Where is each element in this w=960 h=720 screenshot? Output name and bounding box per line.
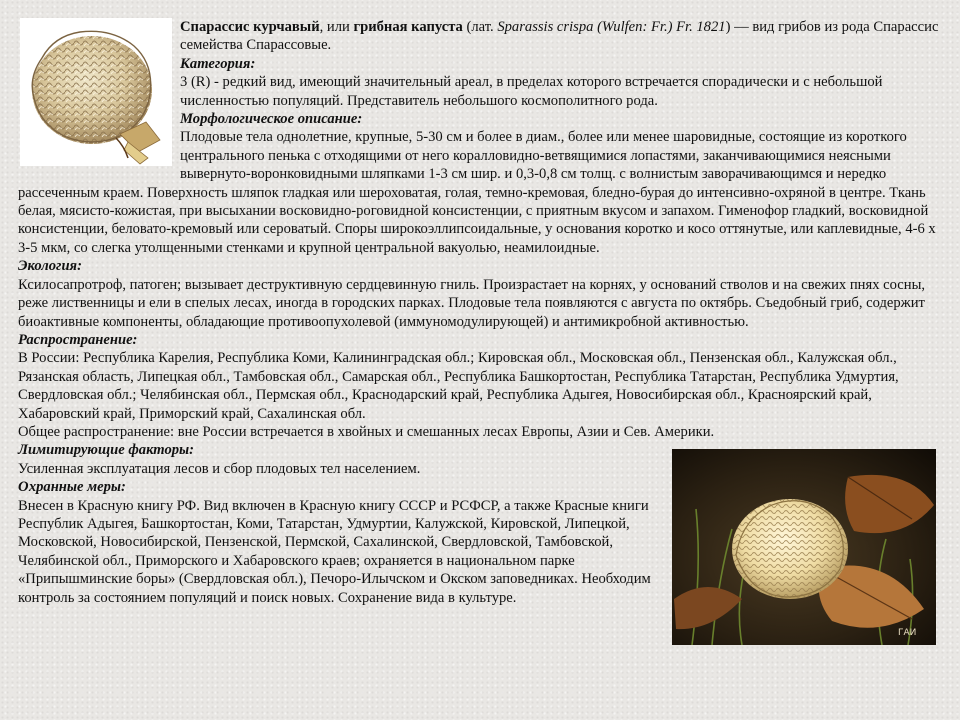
- mushroom-illustration: [20, 18, 172, 166]
- section-text-category: 3 (R) - редкий вид, имеющий значительный ареал, в пределах которого встречается спорадически и с небольшой численностью популяций. Представитель небольшого космополитного рода.: [180, 74, 883, 109]
- species-name: Спарассис курчавый: [180, 19, 320, 35]
- title-description: ) — вид грибов из рода Спарассис семейства Спарассовые.: [180, 19, 939, 54]
- section-text-distribution-general: Общее распространение: вне России встречается в хвойных и смешанных лесах Европы, Азии и Сев. Америки.: [18, 423, 715, 440]
- section-text-ecology: Ксилосапротроф, патоген; вызывает деструктивную сердцевинную гниль. Произрастает на корнях, у оснований стволов и на свежих пнях сосны, реже лиственницы и ели в спелых лесах, иногда в городских парках. Плодовые тела появляются с августа по октябрь. Съедобный гриб, содержит биоактивные компоненты, обладающие противоопухолевой (иммуномодулирующей) и антимикробной активностью.: [18, 276, 926, 330]
- section-heading-distribution: Распространение:: [18, 331, 138, 348]
- photo-signature: ГАИ: [898, 628, 917, 639]
- species-alt-name: грибная капуста: [353, 19, 463, 35]
- section-heading-protection: Охранные меры:: [18, 479, 126, 496]
- section-heading-limiting-factors: Лимитирующие факторы:: [18, 442, 195, 459]
- forest-mushroom-photo-icon: [672, 449, 936, 645]
- section-text-morphology: Плодовые тела однолетние, крупные, 5-30 см и более в диам., более или менее шаровидные, состоящие из короткого центрального пенька с отходящими от него коралловидно-ветвящимися лопастями, заканчивающимися неясными вывернуто-воронковидными шляпками 1-3 см шир. и 0,3-0,8 см толщ. с волнистым заворачивающимся и нередко рассеченным краем. Поверхность шляпок гладкая или шероховатая, голая, темно-кремовая, бледно-бурая до интенсивно-охряной в центре. Ткань белая, мясисто-кожистая, при высыхании восковидно-роговидной консистенции, с приятным вкусом и запахом. Гименофор гладкий, восковидной консистенции, беловато-кремовый или сероватый. Споры широкоэллипсоидальные, у основания коротко и косо оттянутые, или каплевидные, 4-6 х 3-5 мкм, со слегка утолщенными стенками и крупной центральной вакуолью, неамилоидные.: [18, 129, 936, 256]
- mushroom-photo: [672, 449, 936, 645]
- latin-prefix: (лат.: [462, 19, 498, 35]
- mushroom-drawing-icon: [20, 18, 172, 166]
- section-text-distribution-russia: В России: Республика Карелия, Республика Коми, Калининградская обл.; Кировская обл., Московская обл., Пензенская обл., Калужская обл., Рязанская область, Липецкая обл., Тамбовская обл., Самарская обл., Республика Башкортостан, Республика Татарстан, Республика Удмуртия, Свердловская обл.; Челябинская обл., Пермская обл., Краснодарский край, Республика Адыгея, Новосибирская обл., Красноярский край, Хабаровский край, Приморский край, Сахалинская обл.: [18, 350, 899, 422]
- title-separator: , или: [319, 19, 354, 35]
- section-text-limiting-factors: Усиленная эксплуатация лесов и сбор плодовых тел населением.: [18, 460, 421, 477]
- latin-name: Sparassis crispa (Wulfen: Fr.) Fr. 1821: [497, 19, 726, 35]
- section-heading-ecology: Экология:: [18, 258, 82, 275]
- section-heading-morphology: Морфологическое описание:: [180, 111, 363, 128]
- section-heading-category: Категория:: [180, 55, 256, 72]
- document-body: [18, 18, 942, 645]
- section-text-protection: Внесен в Красную книгу РФ. Вид включен в Красную книгу СССР и РСФСР, а также Красные книги Республик Адыгея, Башкортостан, Коми, Татарстан, Удмуртии, Калужской, Кировской, Липецкой, Московской, Новосибирской, Пензенской, Пермской, Сахалинской, Свердловской, Тамбовской, Челябинской обл., Приморского и Хабаровского краев; охраняется в национальном парке «Припышминские боры» (Свердловская обл.), Печоро-Илычском и Окском заповедниках. Необходим контроль за состоянием популяций и поиск новых. Сохранение вида в культуре.: [18, 497, 651, 606]
